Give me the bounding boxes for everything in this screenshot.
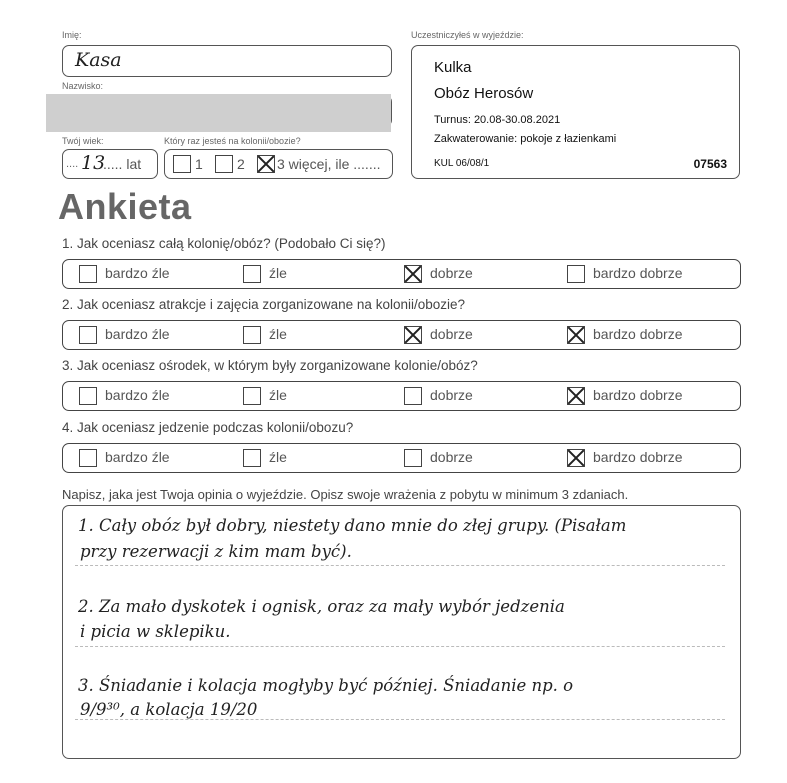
- company-name: Kulka: [434, 59, 472, 76]
- times-2-label: 2: [237, 156, 245, 172]
- camp-name: Obóz Herosów: [434, 85, 534, 102]
- opinion-line-1: 1. Cały obóz był dobry, niestety dano mnie do złej grupy. (Pisałam: [78, 516, 627, 535]
- name-label: Imię:: [62, 30, 82, 40]
- q1-option-2-label: źle: [269, 265, 287, 281]
- question-4-options: [62, 443, 741, 473]
- question-1-options: [62, 259, 741, 289]
- question-number: 1.: [62, 236, 74, 251]
- question-number: 4.: [62, 420, 74, 435]
- age-label: Twój wiek:: [62, 136, 104, 146]
- times-label: Który raz jesteś na kolonii/obozie?: [164, 136, 301, 146]
- opinion-line-3: 2. Za mało dyskotek i ognisk, oraz za mały wybór jedzenia: [78, 597, 565, 616]
- times-3-label: 3 więcej, ile .......: [277, 156, 381, 172]
- q1-option-2-checkbox[interactable]: [243, 265, 261, 283]
- q2-option-3-checkbox[interactable]: [404, 326, 422, 344]
- opinion-line-5: 3. Śniadanie i kolacja mogłyby być później. Śniadanie np. o: [78, 676, 574, 695]
- q1-option-1-label: bardzo źle: [105, 265, 170, 281]
- times-2-checkbox[interactable]: [215, 155, 233, 173]
- q1-option-3-label: dobrze: [430, 265, 473, 281]
- opinion-line-2: przy rezerwacji z kim mam być).: [80, 542, 352, 561]
- surname-label: Nazwisko:: [62, 81, 104, 91]
- question-2-text: [62, 297, 465, 312]
- age-prefix: ....: [66, 158, 79, 170]
- q3-option-2-label: źle: [269, 387, 287, 403]
- question-4-text: [62, 420, 353, 435]
- q4-option-4-checkbox[interactable]: [567, 449, 585, 467]
- q4-option-1-label: bardzo źle: [105, 449, 170, 465]
- age-value: 13: [81, 152, 106, 174]
- q4-option-1-checkbox[interactable]: [79, 449, 97, 467]
- form-number: 07563: [693, 157, 727, 171]
- q1-option-3-checkbox[interactable]: [404, 265, 422, 283]
- q1-option-4-label: bardzo dobrze: [593, 265, 683, 281]
- camp-code: KUL 06/08/1: [434, 158, 490, 169]
- q1-option-4-checkbox[interactable]: [567, 265, 585, 283]
- redaction-block: [46, 94, 391, 132]
- question-label: Jak oceniasz ośrodek, w którym były zorganizowane kolonie/obóz?: [77, 358, 478, 373]
- question-3-options: [62, 381, 741, 411]
- question-2-options: [62, 320, 741, 350]
- turnus: Turnus: 20.08-30.08.2021: [434, 114, 561, 126]
- q4-option-3-checkbox[interactable]: [404, 449, 422, 467]
- question-number: 3.: [62, 358, 74, 373]
- q4-option-2-checkbox[interactable]: [243, 449, 261, 467]
- question-label: Jak oceniasz jedzenie podczas kolonii/obozu?: [77, 420, 354, 435]
- participant-label: Uczestniczyłeś w wyjeździe:: [411, 30, 524, 40]
- times-1-label: 1: [195, 156, 203, 172]
- q3-option-1-checkbox[interactable]: [79, 387, 97, 405]
- q2-option-1-checkbox[interactable]: [79, 326, 97, 344]
- q1-option-1-checkbox[interactable]: [79, 265, 97, 283]
- times-3-checkbox[interactable]: [257, 155, 275, 173]
- q2-option-2-label: źle: [269, 326, 287, 342]
- q3-option-3-checkbox[interactable]: [404, 387, 422, 405]
- participant-box: [411, 45, 740, 179]
- age-field[interactable]: [62, 149, 158, 179]
- survey-title: Ankieta: [58, 186, 192, 227]
- q2-option-1-label: bardzo źle: [105, 326, 170, 342]
- times-field: [164, 149, 393, 179]
- q3-option-4-checkbox[interactable]: [567, 387, 585, 405]
- name-field[interactable]: [62, 45, 392, 77]
- q3-option-4-label: bardzo dobrze: [593, 387, 683, 403]
- q3-option-3-label: dobrze: [430, 387, 473, 403]
- question-label: Jak oceniasz atrakcje i zajęcia zorganizowane na kolonii/obozie?: [77, 297, 466, 312]
- q4-option-4-label: bardzo dobrze: [593, 449, 683, 465]
- q2-option-4-label: bardzo dobrze: [593, 326, 683, 342]
- opinion-line-4: i picia w sklepiku.: [80, 622, 231, 641]
- q2-option-2-checkbox[interactable]: [243, 326, 261, 344]
- accommodation: Zakwaterowanie: pokoje z łazienkami: [434, 133, 617, 145]
- question-label: Jak oceniasz całą kolonię/obóz? (Podobało Ci się?): [77, 236, 386, 251]
- times-1-checkbox[interactable]: [173, 155, 191, 173]
- age-suffix: ..... lat: [103, 156, 142, 172]
- q2-option-4-checkbox[interactable]: [567, 326, 585, 344]
- question-number: 2.: [62, 297, 74, 312]
- q4-option-2-label: źle: [269, 449, 287, 465]
- q2-option-3-label: dobrze: [430, 326, 473, 342]
- opinion-prompt: Napisz, jaka jest Twoja opinia o wyjeździe. Opisz swoje wrażenia z pobytu w minimum 3 zdaniach.: [62, 487, 629, 502]
- question-1-text: [62, 236, 385, 251]
- q4-option-3-label: dobrze: [430, 449, 473, 465]
- question-3-text: [62, 358, 478, 373]
- opinion-line-6: 9/9³⁰, a kolacja 19/20: [80, 700, 258, 719]
- q3-option-2-checkbox[interactable]: [243, 387, 261, 405]
- name-value: Kasa: [75, 49, 122, 71]
- q3-option-1-label: bardzo źle: [105, 387, 170, 403]
